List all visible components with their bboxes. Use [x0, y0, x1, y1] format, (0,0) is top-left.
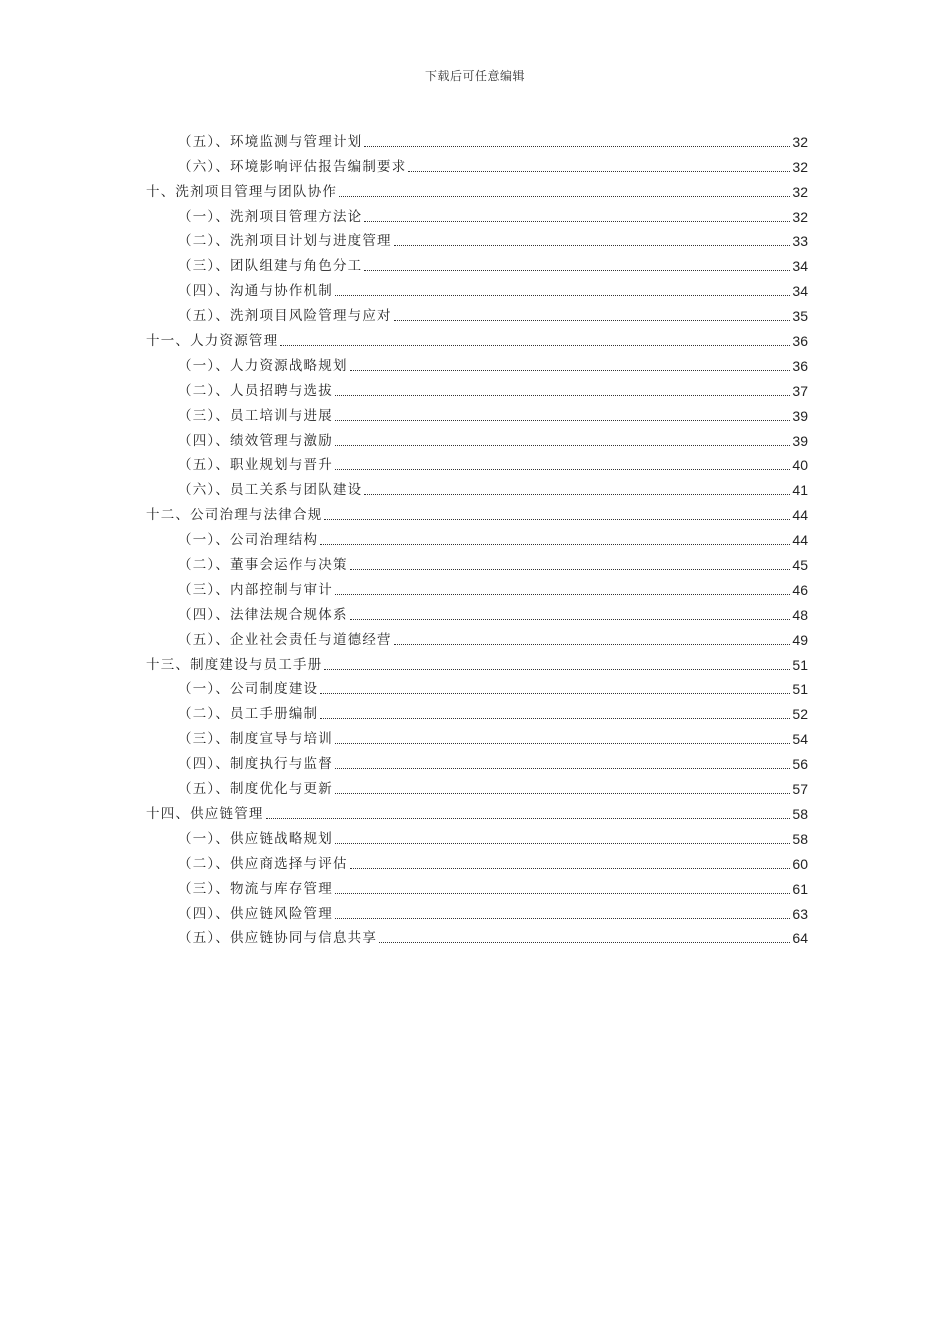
- toc-section-entry[interactable]: [146, 350, 808, 375]
- toc-dot-leader: [335, 743, 790, 744]
- toc-section-entry[interactable]: [146, 773, 808, 798]
- toc-entry-title: （一）、洗剂项目管理方法论: [178, 208, 363, 225]
- toc-entry-page-number: 60: [792, 855, 808, 872]
- toc-entry-page-number: 49: [792, 631, 808, 648]
- toc-section-entry[interactable]: [146, 723, 808, 748]
- toc-chapter-entry[interactable]: [146, 499, 808, 524]
- toc-entry-page-number: 32: [792, 158, 808, 175]
- toc-entry-title: （三）、制度宣导与培训: [178, 731, 333, 748]
- toc-entry-title: （五）、职业规划与晋升: [178, 457, 333, 474]
- toc-dot-leader: [350, 868, 791, 869]
- toc-entry-page-number: 32: [792, 133, 808, 150]
- toc-dot-leader: [335, 768, 790, 769]
- toc-entry-page-number: 40: [792, 457, 808, 474]
- toc-dot-leader: [364, 221, 790, 222]
- toc-dot-leader: [335, 469, 790, 470]
- toc-entry-title: 十二、公司治理与法律合规: [146, 507, 323, 524]
- toc-dot-leader: [320, 544, 790, 545]
- toc-entry-title: 十一、人力资源管理: [146, 333, 279, 350]
- toc-chapter-entry[interactable]: [146, 325, 808, 350]
- toc-section-entry[interactable]: [146, 250, 808, 275]
- toc-dot-leader: [394, 644, 791, 645]
- toc-chapter-entry[interactable]: [146, 176, 808, 201]
- toc-entry-title: （二）、供应商选择与评估: [178, 855, 348, 872]
- toc-entry-page-number: 41: [792, 482, 808, 499]
- toc-entry-title: （五）、洗剂项目风险管理与应对: [178, 308, 392, 325]
- toc-dot-leader: [364, 146, 790, 147]
- toc-entry-title: （二）、董事会运作与决策: [178, 557, 348, 574]
- toc-dot-leader: [335, 420, 790, 421]
- toc-dot-leader: [350, 370, 791, 371]
- toc-section-entry[interactable]: [146, 201, 808, 226]
- toc-chapter-entry[interactable]: [146, 649, 808, 674]
- toc-entry-title: （四）、绩效管理与激励: [178, 432, 333, 449]
- toc-entry-page-number: 46: [792, 581, 808, 598]
- toc-chapter-entry[interactable]: [146, 798, 808, 823]
- toc-section-entry[interactable]: [146, 923, 808, 948]
- toc-section-entry[interactable]: [146, 574, 808, 599]
- toc-entry-title: 十四、供应链管理: [146, 805, 264, 822]
- toc-entry-page-number: 57: [792, 781, 808, 798]
- toc-entry-page-number: 39: [792, 407, 808, 424]
- toc-entry-page-number: 63: [792, 905, 808, 922]
- toc-section-entry[interactable]: [146, 300, 808, 325]
- toc-entry-page-number: 58: [792, 805, 808, 822]
- toc-entry-title: （三）、员工培训与进展: [178, 407, 333, 424]
- toc-entry-title: （四）、制度执行与监督: [178, 756, 333, 773]
- toc-entry-page-number: 64: [792, 930, 808, 947]
- toc-entry-title: 十、洗剂项目管理与团队协作: [146, 183, 338, 200]
- page-header: 下载后可任意编辑: [424, 69, 525, 83]
- toc-dot-leader: [280, 345, 790, 346]
- toc-entry-title: （二）、员工手册编制: [178, 706, 319, 723]
- toc-dot-leader: [320, 718, 790, 719]
- toc-section-entry[interactable]: [146, 873, 808, 898]
- toc-dot-leader: [335, 395, 790, 396]
- toc-entry-title: （三）、物流与库存管理: [178, 880, 333, 897]
- toc-entry-page-number: 61: [792, 880, 808, 897]
- toc-dot-leader: [335, 295, 790, 296]
- toc-section-entry[interactable]: [146, 151, 808, 176]
- toc-entry-title: （四）、法律法规合规体系: [178, 606, 348, 623]
- toc-section-entry[interactable]: [146, 549, 808, 574]
- toc-entry-title: （一）、公司治理结构: [178, 532, 319, 549]
- toc-section-entry[interactable]: [146, 524, 808, 549]
- toc-entry-page-number: 32: [792, 208, 808, 225]
- toc-entry-page-number: 44: [792, 507, 808, 524]
- toc-entry-title: （二）、洗剂项目计划与进度管理: [178, 233, 392, 250]
- toc-entry-title: （三）、团队组建与角色分工: [178, 258, 363, 275]
- toc-section-entry[interactable]: [146, 698, 808, 723]
- toc-entry-page-number: 34: [792, 283, 808, 300]
- toc-entry-page-number: 32: [792, 183, 808, 200]
- toc-entry-page-number: 44: [792, 532, 808, 549]
- toc-entry-page-number: 36: [792, 357, 808, 374]
- toc-section-entry[interactable]: [146, 375, 808, 400]
- toc-entry-page-number: 48: [792, 606, 808, 623]
- toc-entry-title: （四）、供应链风险管理: [178, 905, 333, 922]
- toc-entry-page-number: 39: [792, 432, 808, 449]
- toc-dot-leader: [364, 494, 790, 495]
- toc-entry-page-number: 33: [792, 233, 808, 250]
- toc-dot-leader: [324, 519, 790, 520]
- toc-entry-title: （二）、人员招聘与选拔: [178, 382, 333, 399]
- toc-dot-leader: [394, 245, 791, 246]
- toc-entry-page-number: 58: [792, 830, 808, 847]
- toc-entry-page-number: 56: [792, 756, 808, 773]
- toc-section-entry[interactable]: [146, 674, 808, 699]
- toc-entry-title: （六）、员工关系与团队建设: [178, 482, 363, 499]
- toc-dot-leader: [394, 320, 791, 321]
- toc-section-entry[interactable]: [146, 624, 808, 649]
- toc-entry-title: （四）、沟通与协作机制: [178, 283, 333, 300]
- toc-dot-leader: [335, 793, 790, 794]
- toc-entry-page-number: 36: [792, 333, 808, 350]
- toc-dot-leader: [266, 818, 791, 819]
- toc-entry-title: （六）、环境影响评估报告编制要求: [178, 158, 407, 175]
- toc-section-entry[interactable]: [146, 848, 808, 873]
- toc-dot-leader: [339, 196, 790, 197]
- toc-section-entry[interactable]: [146, 126, 808, 151]
- toc-dot-leader: [350, 569, 791, 570]
- toc-entry-title: （一）、人力资源战略规划: [178, 357, 348, 374]
- toc-entry-title: （五）、供应链协同与信息共享: [178, 930, 378, 947]
- toc-section-entry[interactable]: [146, 474, 808, 499]
- toc-section-entry[interactable]: [146, 748, 808, 773]
- toc-entry-title: 十三、制度建设与员工手册: [146, 656, 323, 673]
- toc-section-entry[interactable]: [146, 898, 808, 923]
- toc-section-entry[interactable]: [146, 599, 808, 624]
- toc-entry-title: （五）、企业社会责任与道德经营: [178, 631, 392, 648]
- toc-dot-leader: [335, 918, 790, 919]
- toc-entry-page-number: 35: [792, 308, 808, 325]
- toc-entry-title: （三）、内部控制与审计: [178, 581, 333, 598]
- toc-entry-title: （一）、公司制度建设: [178, 681, 319, 698]
- toc-entry-page-number: 34: [792, 258, 808, 275]
- toc-section-entry[interactable]: [146, 823, 808, 848]
- toc-section-entry[interactable]: [146, 450, 808, 475]
- toc-section-entry[interactable]: [146, 425, 808, 450]
- toc-dot-leader: [335, 594, 790, 595]
- toc-dot-leader: [379, 942, 790, 943]
- toc-dot-leader: [335, 893, 790, 894]
- toc-dot-leader: [320, 693, 790, 694]
- toc-dot-leader: [335, 843, 790, 844]
- toc-section-entry[interactable]: [146, 226, 808, 251]
- toc-entry-page-number: 54: [792, 731, 808, 748]
- toc-dot-leader: [335, 445, 790, 446]
- toc-dot-leader: [324, 669, 790, 670]
- toc-dot-leader: [350, 619, 791, 620]
- toc-dot-leader: [364, 270, 790, 271]
- toc-entry-title: （五）、制度优化与更新: [178, 781, 333, 798]
- toc-entry-page-number: 37: [792, 382, 808, 399]
- toc-entry-page-number: 45: [792, 557, 808, 574]
- toc-dot-leader: [408, 171, 790, 172]
- table-of-contents: [146, 126, 808, 947]
- toc-entry-page-number: 52: [792, 706, 808, 723]
- toc-entry-title: （五）、环境监测与管理计划: [178, 133, 363, 150]
- toc-section-entry[interactable]: [146, 400, 808, 425]
- toc-section-entry[interactable]: [146, 275, 808, 300]
- toc-entry-title: （一）、供应链战略规划: [178, 830, 333, 847]
- toc-entry-page-number: 51: [792, 681, 808, 698]
- toc-entry-page-number: 51: [792, 656, 808, 673]
